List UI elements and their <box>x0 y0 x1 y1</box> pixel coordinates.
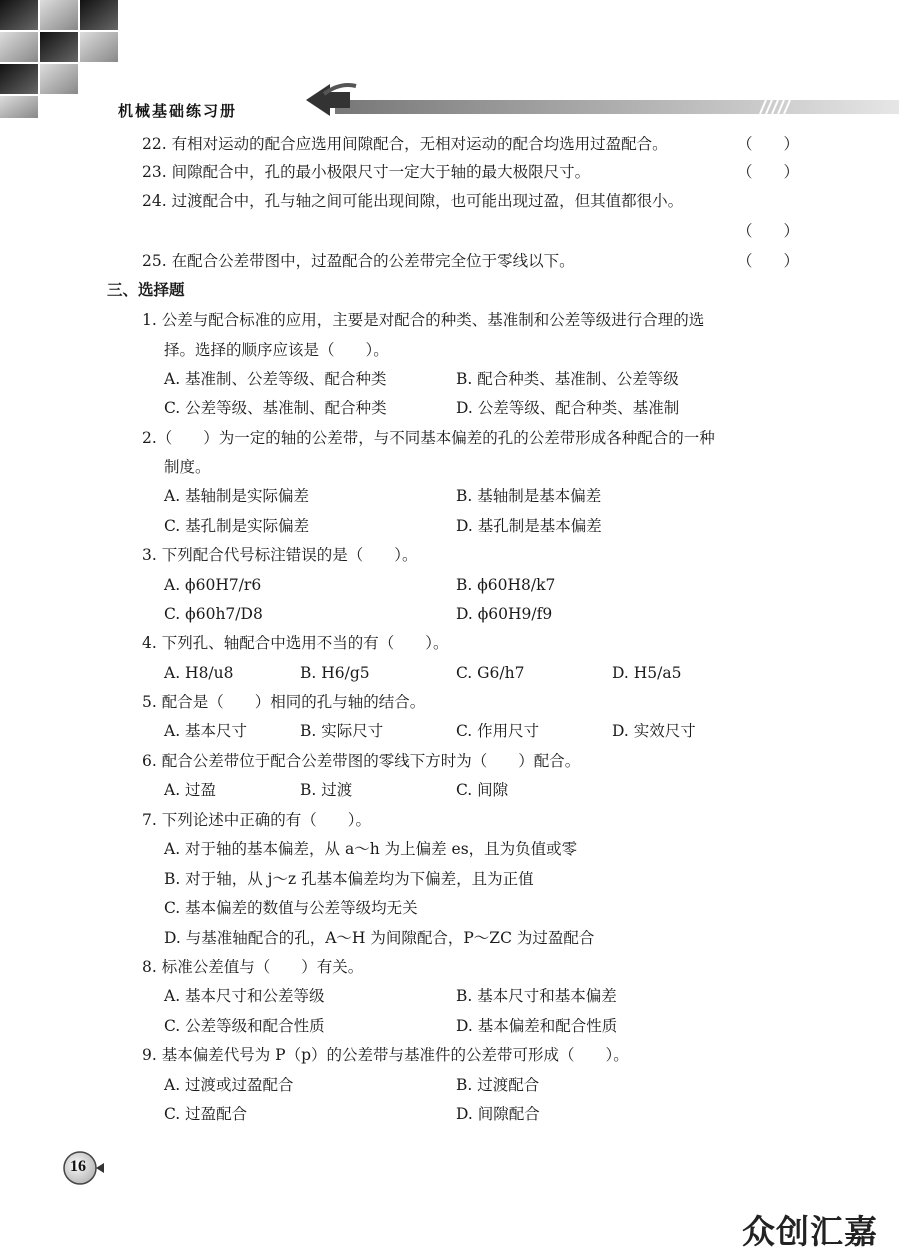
question-9-option-a: A. 过渡或过盈配合 <box>164 1076 294 1094</box>
question-9-option-d: D. 间隙配合 <box>456 1105 540 1123</box>
question-1-option-b: B. 配合种类、基准制、公差等级 <box>456 370 679 388</box>
question-3-option-b: B. ϕ60H8/k7 <box>456 576 556 594</box>
answer-blank-24: （ ） <box>737 222 800 240</box>
question-6-stem: 6. 配合公差带位于配合公差带图的零线下方时为（ ）配合。 <box>142 752 581 770</box>
question-3-option-a: A. ϕ60H7/r6 <box>164 576 262 594</box>
judgement-item-23: 23. 间隙配合中，孔的最小极限尺寸一定大于轴的最大极限尺寸。 <box>142 163 591 181</box>
question-9-stem: 9. 基本偏差代号为 P（p）的公差带与基准件的公差带可形成（ ）。 <box>142 1046 629 1064</box>
question-3-stem: 3. 下列配合代号标注错误的是（ ）。 <box>142 546 418 564</box>
question-5-option-d: D. 实效尺寸 <box>612 722 696 740</box>
question-8-option-c: C. 公差等级和配合性质 <box>164 1017 325 1035</box>
question-2-stem-line2: 制度。 <box>164 458 211 476</box>
question-3-option-d: D. ϕ60H9/f9 <box>456 605 553 623</box>
question-9-option-c: C. 过盈配合 <box>164 1105 248 1123</box>
question-7-option-b: B. 对于轴，从 j～z 孔基本偏差均为下偏差，且为正值 <box>164 870 534 888</box>
question-1-option-a: A. 基准制、公差等级、配合种类 <box>164 370 387 388</box>
question-4-option-a: A. H8/u8 <box>164 664 234 682</box>
answer-blank-25: （ ） <box>737 252 800 270</box>
question-1-option-d: D. 公差等级、配合种类、基准制 <box>456 399 680 417</box>
page-number: 16 <box>70 1158 86 1175</box>
question-5-option-a: A. 基本尺寸 <box>164 722 248 740</box>
question-1-stem-line2: 择。选择的顺序应该是（ ）。 <box>164 341 389 359</box>
page-number-badge <box>62 1148 106 1188</box>
section-title: 三、选择题 <box>107 281 185 299</box>
judgement-item-25: 25. 在配合公差带图中，过盈配合的公差带完全位于零线以下。 <box>142 252 575 270</box>
question-8-option-d: D. 基本偏差和配合性质 <box>456 1017 618 1035</box>
question-9-option-b: B. 过渡配合 <box>456 1076 540 1094</box>
question-8-option-a: A. 基本尺寸和公差等级 <box>164 987 325 1005</box>
question-5-stem: 5. 配合是（ ）相同的孔与轴的结合。 <box>142 693 426 711</box>
question-7-stem: 7. 下列论述中正确的有（ ）。 <box>142 811 371 829</box>
question-6-option-b: B. 过渡 <box>300 781 353 799</box>
question-4-option-c: C. G6/h7 <box>456 664 525 682</box>
watermark-text: 众创汇嘉 <box>742 1212 878 1251</box>
question-6-option-a: A. 过盈 <box>164 781 217 799</box>
answer-blank-23: （ ） <box>737 163 800 181</box>
question-2-option-a: A. 基轴制是实际偏差 <box>164 487 310 505</box>
question-2-stem-line1: 2.（ ）为一定的轴的公差带，与不同基本偏差的孔的公差带形成各种配合的一种 <box>142 429 715 447</box>
question-7-option-c: C. 基本偏差的数值与公差等级均无关 <box>164 899 418 917</box>
question-5-option-c: C. 作用尺寸 <box>456 722 540 740</box>
header-arrow-bar <box>300 80 899 120</box>
question-3-option-c: C. ϕ60h7/D8 <box>164 605 263 623</box>
question-1-option-c: C. 公差等级、基准制、配合种类 <box>164 399 387 417</box>
question-8-option-b: B. 基本尺寸和基本偏差 <box>456 987 617 1005</box>
question-6-option-c: C. 间隙 <box>456 781 509 799</box>
question-1-stem-line1: 1. 公差与配合标准的应用，主要是对配合的种类、基准制和公差等级进行合理的选 <box>142 311 705 329</box>
question-2-option-b: B. 基轴制是基本偏差 <box>456 487 602 505</box>
question-8-stem: 8. 标准公差值与（ ）有关。 <box>142 958 364 976</box>
question-7-option-a: A. 对于轴的基本偏差，从 a～h 为上偏差 es，且为负值或零 <box>164 840 578 858</box>
question-4-option-b: B. H6/g5 <box>300 664 370 682</box>
question-2-option-d: D. 基孔制是基本偏差 <box>456 517 602 535</box>
corner-checker-decoration <box>0 0 130 118</box>
question-5-option-b: B. 实际尺寸 <box>300 722 384 740</box>
question-4-option-d: D. H5/a5 <box>612 664 682 682</box>
book-title: 机械基础练习册 <box>118 102 238 120</box>
question-7-option-d: D. 与基准轴配合的孔，A～H 为间隙配合，P～ZC 为过盈配合 <box>164 929 595 947</box>
judgement-item-22: 22. 有相对运动的配合应选用间隙配合，无相对运动的配合均选用过盈配合。 <box>142 135 668 153</box>
question-2-option-c: C. 基孔制是实际偏差 <box>164 517 310 535</box>
judgement-item-24: 24. 过渡配合中，孔与轴之间可能出现间隙，也可能出现过盈，但其值都很小。 <box>142 192 684 210</box>
answer-blank-22: （ ） <box>737 135 800 153</box>
question-4-stem: 4. 下列孔、轴配合中选用不当的有（ ）。 <box>142 634 449 652</box>
